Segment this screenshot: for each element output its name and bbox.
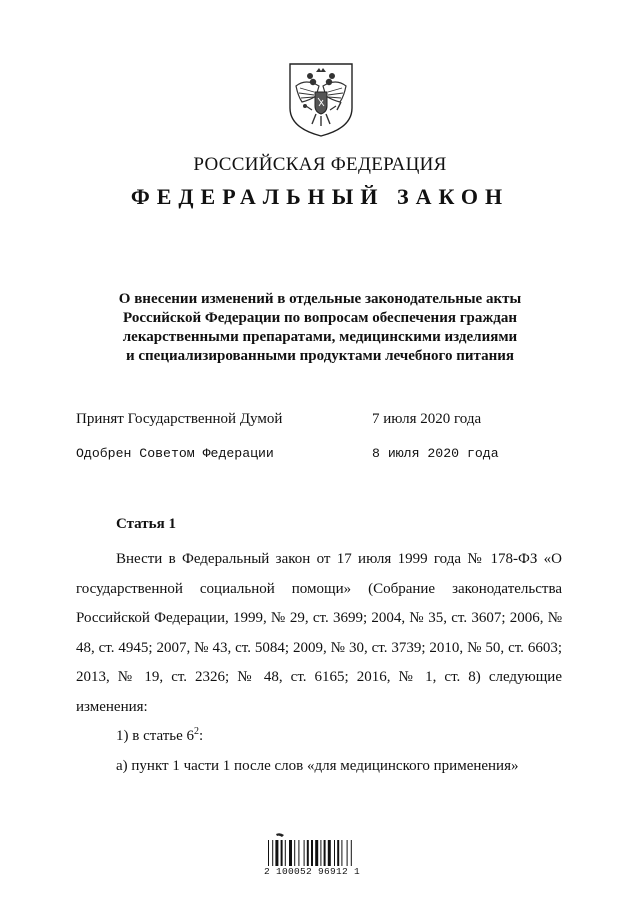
barcode-bar [304, 840, 305, 866]
item-1-superscript: 2 [194, 726, 200, 737]
barcode-bar [272, 840, 273, 866]
adoption-date: 7 июля 2020 года [372, 411, 482, 427]
state-emblem-icon [286, 62, 356, 138]
barcode-bar [307, 840, 309, 866]
law-title-line: лекарственными препаратами, медицинскими изделиями [122, 329, 518, 345]
item-1-text: 1) в статье 6 [116, 728, 195, 744]
barcode-bar [268, 840, 269, 866]
barcode-bar [285, 840, 286, 866]
law-title-line: О внесении изменений в отдельные законодательные акты [118, 291, 522, 307]
article-paragraph: Внести в Федеральный закон от 17 июля 1999 года № 178-ФЗ «О государственной социальной помощи» (Собрание законодательства Российской Федерации, 1999, № 29, ст. 3699; 2004, № 35, ст. 3607; 2006, № 48, ст. 4945; 2007, № 43, ст. 5084; 2009, № 30, ст. 3739; 2010, № 50, ст. 6603; 2013, № 19, ст. 2326; № 48, ст. 6165; 2016, № 1, ст. 8) следующие изменения: [76, 551, 562, 715]
adoption-body: Принят Государственной Думой [76, 411, 283, 427]
barcode-bar [347, 840, 348, 866]
barcode-number: 2 100052 96912 1 [263, 866, 360, 877]
barcode-bar [281, 840, 283, 866]
barcode-bar [351, 840, 352, 866]
law-title [88, 290, 552, 366]
barcode-bar [298, 840, 299, 866]
barcode-bar [341, 840, 342, 866]
country-name: РОССИЙСКАЯ ФЕДЕРАЦИЯ [193, 154, 447, 175]
barcode-bar [294, 840, 295, 866]
item-1-colon: : [199, 728, 204, 744]
barcode-bar [328, 840, 331, 866]
barcode-bar [320, 840, 321, 866]
law-type-heading: ФЕДЕРАЛЬНЫЙ ЗАКОН [130, 184, 510, 209]
barcode-bar [334, 840, 335, 866]
barcode-bar [315, 840, 318, 866]
barcode-bar [337, 840, 339, 866]
adoption-body: Одобрен Советом Федерации [76, 446, 274, 461]
article-body [76, 545, 562, 781]
law-title-line: и специализированными продуктами лечебного питания [125, 348, 514, 364]
law-title-line: Российской Федерации по вопросам обеспечения граждан [123, 310, 517, 326]
article-heading: Статья 1 [116, 516, 176, 532]
barcode-bar [324, 840, 326, 866]
article-item-a: а) пункт 1 части 1 после слов «для медицинского применения» [116, 757, 519, 774]
adoption-date: 8 июля 2020 года [372, 446, 499, 461]
barcode-bar [275, 840, 278, 866]
article-item-1 [76, 722, 562, 752]
barcode-bar [289, 840, 292, 866]
barcode-bar [311, 840, 313, 866]
